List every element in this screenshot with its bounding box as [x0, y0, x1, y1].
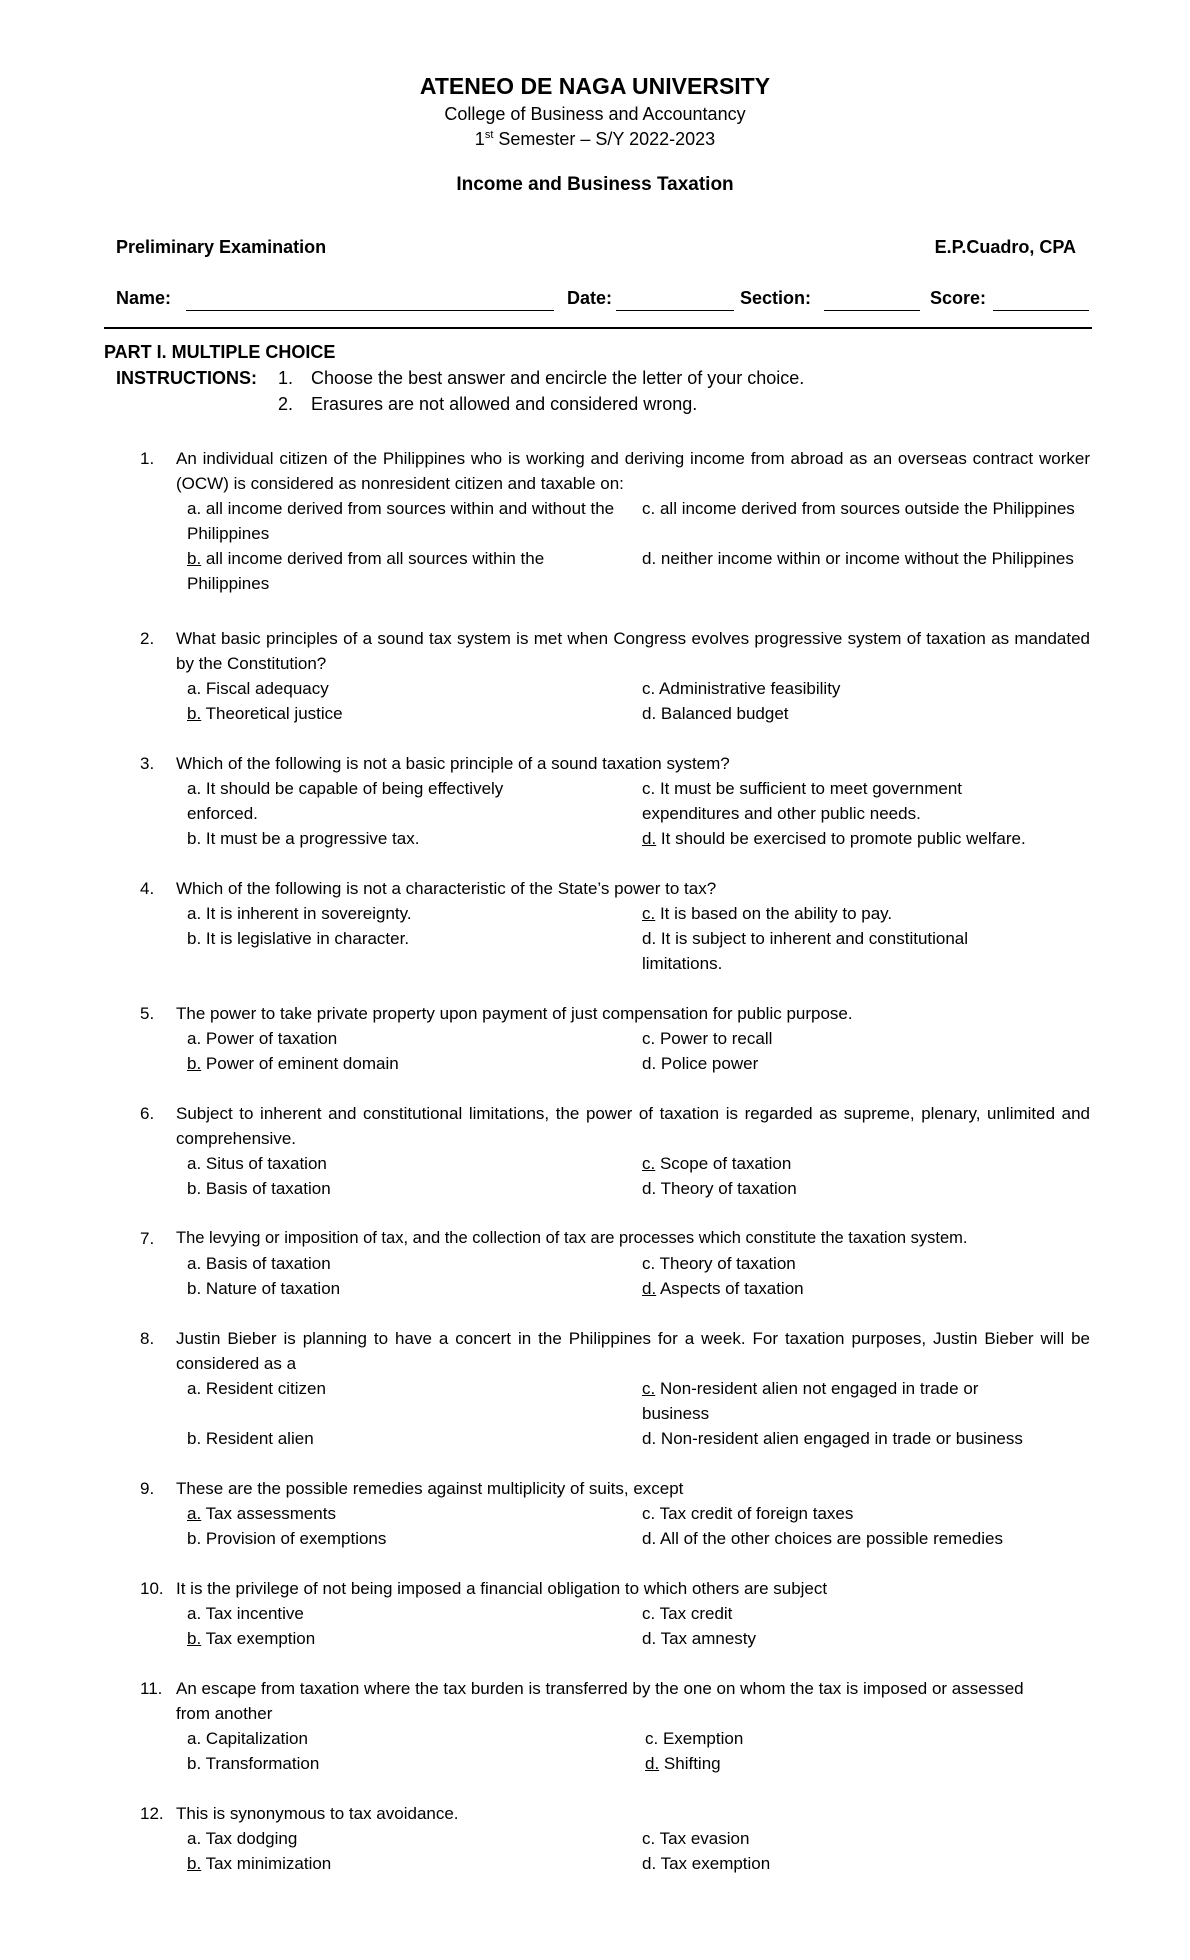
choice-d: [642, 926, 1022, 976]
instruction-text: Choose the best answer and encircle the letter of your choice.: [311, 368, 805, 388]
choice-letter: a.: [187, 1254, 202, 1273]
question-stem: The power to take private property upon payment of just compensation for public purpose.: [176, 1004, 853, 1023]
answer-key-letter: b.: [187, 704, 202, 723]
choice-letter: a.: [187, 904, 202, 923]
choice-c: [642, 1251, 1092, 1276]
choice-d: [642, 1626, 1092, 1651]
choice-text: Tax dodging: [201, 1829, 298, 1848]
choice-d: [642, 701, 1092, 726]
choice-c: [642, 1151, 1092, 1176]
question-stem: An individual citizen of the Philippines who is working and deriving income from abroad as an overseas contract worker (OCW) is considered as nonresident citizen and taxable on:: [176, 449, 1090, 493]
choice-b: [187, 1176, 627, 1201]
choice-letter: c.: [642, 1504, 656, 1523]
question-stem: These are the possible remedies against multiplicity of suits, except: [176, 1479, 684, 1498]
choice-letter: c.: [642, 1254, 656, 1273]
choice-b: [187, 1426, 627, 1451]
document-header: [0, 70, 1190, 198]
choice-letter: c.: [642, 779, 656, 798]
choice-text: all income derived from sources outside the Philippines: [655, 499, 1075, 518]
instruction-item: [278, 368, 804, 389]
choice-a: [187, 1601, 627, 1626]
instructions-label: INSTRUCTIONS:: [116, 368, 257, 388]
question-stem: It is the privilege of not being imposed a financial obligation to which others are subject: [176, 1579, 828, 1598]
question-item: [140, 1476, 1090, 1548]
choice-letter: d.: [642, 549, 657, 568]
answer-key-letter: b.: [187, 1629, 202, 1648]
question-number: 4.: [140, 879, 155, 898]
choice-letter: d.: [642, 1429, 657, 1448]
answer-key-letter: c.: [642, 1154, 656, 1173]
question-item: [140, 1326, 1090, 1448]
choice-text: It must be a progressive tax.: [201, 829, 420, 848]
choice-letter: a.: [187, 499, 202, 518]
choice-a: [187, 496, 627, 546]
choice-text: Tax exemption: [656, 1854, 771, 1873]
choice-text: It is subject to inherent and constitutional limitations.: [642, 929, 969, 973]
question-stem: Subject to inherent and constitutional limitations, the power of taxation is regarded as supreme, plenary, unlimited and comprehensive.: [176, 1104, 1090, 1148]
choice-d: [642, 1851, 1092, 1876]
choice-letter: b.: [187, 1179, 202, 1198]
choice-c: [642, 1826, 1092, 1851]
question-number: 11.: [140, 1679, 163, 1698]
choice-letter: b.: [187, 1754, 202, 1773]
choice-text: Power of taxation: [201, 1029, 338, 1048]
question-number: 3.: [140, 754, 155, 773]
choice-c: [642, 676, 1092, 701]
choice-letter: a.: [187, 1829, 202, 1848]
choice-letter: c.: [642, 499, 656, 518]
choice-text: all income derived from sources within and without the Philippines: [187, 499, 615, 543]
choice-b: [187, 546, 627, 596]
choice-text: Nature of taxation: [201, 1279, 341, 1298]
choice-c: [642, 901, 1092, 926]
choice-c: [642, 776, 1062, 826]
choice-letter: a.: [187, 1604, 202, 1623]
choice-letter: b.: [187, 1529, 202, 1548]
answer-key-letter: a.: [187, 1504, 202, 1523]
instruction-text: Erasures are not allowed and considered wrong.: [311, 394, 698, 414]
choice-text: Capitalization: [201, 1729, 308, 1748]
choice-text: It is legislative in character.: [201, 929, 410, 948]
choice-a: [187, 1151, 627, 1176]
choice-text: Basis of taxation: [201, 1254, 331, 1273]
choice-a: [187, 1826, 627, 1851]
choice-letter: b.: [187, 929, 202, 948]
instruction-item: [278, 394, 697, 415]
choice-a: [187, 1501, 627, 1526]
choice-text: Power of eminent domain: [201, 1054, 399, 1073]
choice-letter: a.: [187, 1379, 202, 1398]
question-number: 5.: [140, 1004, 155, 1023]
choice-letter: d.: [642, 704, 657, 723]
choice-text: Transformation: [201, 1754, 320, 1773]
name-label: Name:: [116, 288, 172, 308]
choice-text: Theory of taxation: [656, 1179, 797, 1198]
choice-text: Basis of taxation: [201, 1179, 331, 1198]
choice-a: [187, 1726, 627, 1751]
choice-a: [187, 901, 627, 926]
answer-key-letter: c.: [642, 904, 656, 923]
question-stem: What basic principles of a sound tax system is met when Congress evolves progressive system of taxation as mandated by the Constitution?: [176, 629, 1090, 673]
choice-b: [187, 1276, 627, 1301]
choice-text: Tax credit of foreign taxes: [655, 1504, 854, 1523]
choice-d: [642, 1051, 1092, 1076]
choice-b: [187, 701, 627, 726]
choice-text: Situs of taxation: [201, 1154, 327, 1173]
choice-b: [187, 1526, 627, 1551]
choice-letter: d.: [642, 1529, 657, 1548]
choice-b: [187, 1626, 627, 1651]
section-line: [824, 310, 920, 311]
choice-c: [642, 1501, 1092, 1526]
choice-text: Resident citizen: [201, 1379, 326, 1398]
score-line: [993, 310, 1089, 311]
question-item: [140, 626, 1090, 723]
semester-text: Semester – S/Y 2022-2023: [493, 129, 716, 149]
question-item: [140, 1576, 1090, 1648]
choice-text: Shifting: [659, 1754, 721, 1773]
choice-text: Tax incentive: [201, 1604, 304, 1623]
choice-a: [187, 1026, 627, 1051]
choice-letter: d.: [642, 1629, 657, 1648]
choice-text: Theoretical justice: [201, 704, 343, 723]
part-heading: PART I. MULTIPLE CHOICE: [104, 342, 336, 362]
choice-text: Tax exemption: [201, 1629, 316, 1648]
choice-d: [645, 1751, 1095, 1776]
choice-letter: a.: [187, 1029, 202, 1048]
question-item: [140, 1676, 1090, 1773]
answer-key-letter: c.: [642, 1379, 656, 1398]
semester-line: [0, 127, 1190, 152]
subject-title: Income and Business Taxation: [456, 174, 734, 195]
choice-a: [187, 676, 627, 701]
choice-text: Tax amnesty: [656, 1629, 757, 1648]
semester-suffix: st: [484, 129, 494, 141]
score-label: Score:: [930, 288, 987, 308]
choice-b: [187, 1851, 627, 1876]
choice-text: Tax minimization: [201, 1854, 332, 1873]
choice-a: [187, 1251, 627, 1276]
choice-d: [642, 546, 1092, 571]
choice-text: Aspects of taxation: [656, 1279, 804, 1298]
choice-b: [187, 1751, 627, 1776]
choice-text: Tax assessments: [201, 1504, 336, 1523]
choice-text: Police power: [656, 1054, 759, 1073]
choice-c: [642, 1026, 1092, 1051]
question-item: [140, 446, 1090, 593]
choice-text: It must be sufficient to meet government expenditures and other public needs.: [642, 779, 963, 823]
question-number: 6.: [140, 1104, 155, 1123]
choice-text: Non-resident alien engaged in trade or business: [656, 1429, 1023, 1448]
date-label: Date:: [567, 288, 613, 308]
choice-letter: d.: [642, 929, 657, 948]
choice-a: [187, 1376, 627, 1401]
choice-c: [642, 1601, 1092, 1626]
exam-info-row: [116, 237, 1076, 258]
choice-c: [642, 496, 1092, 521]
choice-text: Power to recall: [655, 1029, 773, 1048]
choice-text: Resident alien: [201, 1429, 314, 1448]
instruction-number: 2.: [278, 394, 294, 414]
choice-text: Tax evasion: [655, 1829, 750, 1848]
date-line: [616, 310, 734, 311]
answer-key-letter: d.: [642, 1279, 657, 1298]
question-item: [140, 1001, 1090, 1073]
choice-text: neither income within or income without the Philippines: [656, 549, 1074, 568]
question-item: [140, 1801, 1090, 1873]
choice-letter: a.: [187, 1154, 202, 1173]
choice-c: [642, 1376, 1042, 1426]
question-number: 10.: [140, 1579, 164, 1598]
choice-text: Administrative feasibility: [655, 679, 841, 698]
choice-text: Tax credit: [655, 1604, 733, 1623]
answer-key-letter: b.: [187, 1854, 202, 1873]
choice-text: Provision of exemptions: [201, 1529, 387, 1548]
choice-letter: c.: [642, 679, 656, 698]
choice-text: Non-resident alien not engaged in trade or business: [642, 1379, 979, 1423]
header-divider: [104, 327, 1092, 329]
choice-letter: c.: [642, 1829, 656, 1848]
choice-d: [642, 1526, 1092, 1551]
question-number: 9.: [140, 1479, 155, 1498]
question-number: 8.: [140, 1329, 155, 1348]
choice-letter: a.: [187, 679, 202, 698]
question-item: [140, 1226, 1090, 1298]
choice-letter: c.: [642, 1604, 656, 1623]
semester-number: 1: [474, 129, 485, 149]
choice-d: [642, 1176, 1092, 1201]
choice-text: Exemption: [658, 1729, 744, 1748]
question-item: [140, 751, 1090, 848]
section-label: Section:: [740, 288, 812, 308]
choice-letter: d.: [642, 1054, 657, 1073]
student-fields: [116, 288, 1086, 318]
college-name: College of Business and Accountancy: [444, 104, 746, 124]
exam-title: Preliminary Examination: [116, 237, 327, 257]
choice-letter: d.: [642, 1179, 657, 1198]
choice-letter: d.: [642, 1854, 657, 1873]
question-stem: The levying or imposition of tax, and the collection of tax are processes which constitute the taxation system.: [176, 1229, 968, 1247]
choice-text: It should be exercised to promote public welfare.: [656, 829, 1026, 848]
answer-key-letter: b.: [187, 1054, 202, 1073]
choice-letter: b.: [187, 829, 202, 848]
question-stem: An escape from taxation where the tax burden is transferred by the one on whom the tax is imposed or assessed from another: [176, 1679, 1024, 1723]
instructor-name: E.P.Cuadro, CPA: [934, 237, 1076, 257]
name-line: [186, 310, 554, 311]
choice-b: [187, 926, 627, 951]
choice-b: [187, 826, 627, 851]
choice-text: All of the other choices are possible remedies: [656, 1529, 1003, 1548]
choice-text: Scope of taxation: [655, 1154, 792, 1173]
choice-b: [187, 1051, 627, 1076]
choice-text: all income derived from all sources within the Philippines: [187, 549, 545, 593]
question-item: [140, 1101, 1090, 1198]
question-number: 2.: [140, 629, 155, 648]
choice-c: [645, 1726, 1095, 1751]
answer-key-letter: d.: [642, 829, 657, 848]
question-number: 12.: [140, 1804, 164, 1823]
answer-key-letter: d.: [645, 1754, 660, 1773]
university-name: ATENEO DE NAGA UNIVERSITY: [419, 73, 771, 99]
choice-d: [642, 1276, 1092, 1301]
choice-a: [187, 776, 547, 826]
choice-d: [642, 826, 1092, 851]
choice-letter: a.: [187, 1729, 202, 1748]
choice-letter: b.: [187, 1279, 202, 1298]
choice-letter: b.: [187, 1429, 202, 1448]
choice-text: It is inherent in sovereignty.: [201, 904, 412, 923]
choice-text: Fiscal adequacy: [201, 679, 329, 698]
question-item: [140, 876, 1090, 973]
question-stem: Which of the following is not a basic principle of a sound taxation system?: [176, 754, 730, 773]
choice-letter: c.: [642, 1029, 656, 1048]
choice-text: It is based on the ability to pay.: [655, 904, 893, 923]
question-stem: Justin Bieber is planning to have a concert in the Philippines for a week. For taxation purposes, Justin Bieber will be considered as a: [176, 1329, 1090, 1373]
choice-letter: a.: [187, 779, 202, 798]
question-number: 1.: [140, 449, 155, 468]
choice-text: Theory of taxation: [655, 1254, 796, 1273]
choice-letter: c.: [645, 1729, 659, 1748]
answer-key-letter: b.: [187, 549, 202, 568]
question-stem: This is synonymous to tax avoidance.: [176, 1804, 459, 1823]
choice-d: [642, 1426, 1092, 1451]
choice-text: Balanced budget: [656, 704, 789, 723]
instruction-number: 1.: [278, 368, 294, 388]
question-number: 7.: [140, 1229, 155, 1248]
choice-text: It should be capable of being effectively enforced.: [187, 779, 504, 823]
question-stem: Which of the following is not a characteristic of the State’s power to tax?: [176, 879, 717, 898]
